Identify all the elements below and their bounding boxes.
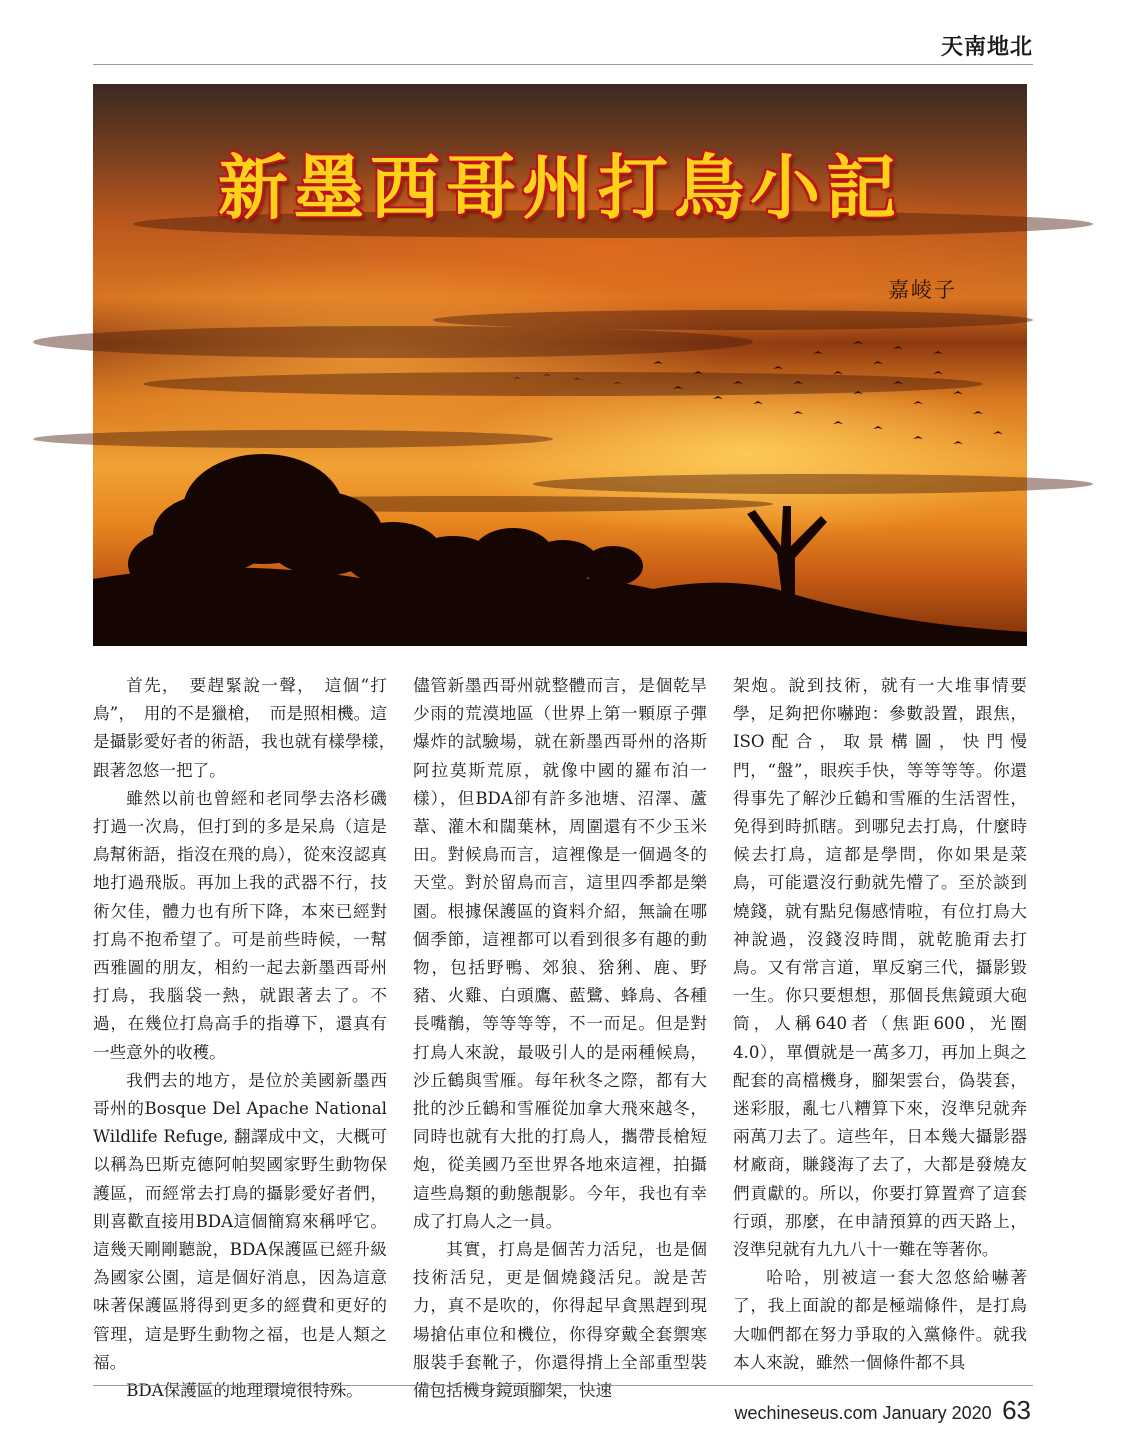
page-number: 63 [1002,1395,1031,1425]
paragraph: 架炮。說到技術，就有一大堆事情要學，足夠把你嚇跑：參數設置，跟焦，ISO配合，取景構圖，快門慢門，“盤”，眼疾手快，等等等等。你還得事先了解沙丘鶴和雪雁的生活習性，免得到時抓瞎。到哪兒去打鳥，什麼時候去打鳥，這都是學問，你如果是菜鳥，可能還沒行動就先懵了。至於談到燒錢，就有點兒傷感情啦，有位打鳥大神說過，沒錢沒時間，就乾脆甭去打鳥。又有常言道，單反窮三代，攝影毀一生。你只要想想，那個長焦鏡頭大砲筒，人稱640者（焦距600，光圈4.0），單價就是一萬多刀，再加上與之配套的高檔機身，腳架雲台，偽裝套，迷彩服，亂七八糟算下來，沒準兒就奔兩萬刀去了。這些年，日本幾大攝影器材廠商，賺錢海了去了，大都是發燒友們貢獻的。所以，你要打算置齊了這套行頭，那麼，在申請預算的西天路上，沒準兒就有九九八十一難在等著你。 [733,676,1027,1260]
author-byline: 嘉崚子 [888,278,957,302]
paragraph: BDA保護區的地理環境很特殊。 [126,1381,363,1401]
article-column-1 [93,672,404,1401]
bottom-divider [93,1385,1033,1386]
page-footer [734,1395,1031,1426]
paragraph: 我們去的地方，是位於美國新墨西哥州的Bosque Del Apache National Wildlife Refuge, 翻譯成中文，大概可以稱為巴斯克德阿帕契國家野生動物保護區，而經常去打鳥的攝影愛好者們，則喜歡直接用BDA這個簡寫來稱呼它。這幾天剛剛聽說，BDA保護區已經升級為國家公園，這是個好消息，因為這意味著保護區將得到更多的經費和更好的管理，這是野生動物之福，也是人類之福。 [93,1070,387,1372]
paragraph: 雖然以前也曾經和老同學去洛杉磯打過一次鳥，但打到的多是呆鳥（這是鳥幫術語，指沒在飛的鳥），從來沒認真地打過飛版。再加上我的武器不行，技術欠佳，體力也有所下降，本來已經對打鳥不抱希望了。可是前些時候，一幫西雅圖的朋友，相約一起去新墨西哥州打鳥，我腦袋一熱，就跟著去了。不過，在幾位打鳥高手的指導下，還真有一些意外的收穫。 [93,788,387,1062]
paragraph: 儘管新墨西哥州就整體而言，是個乾旱少雨的荒漠地區（世界上第一顆原子彈爆炸的試驗場，就在新墨西哥州的洛斯阿拉莫斯荒原，就像中國的羅布泊一樣），但BDA卻有許多池塘、沼澤、蘆葦、灌木和闊葉林，周圍還有不少玉米田。對候鳥而言，這裡像是一個過冬的天堂。對於留鳥而言，這里四季都是樂園。根據保護區的資料介紹，無論在哪個季節，這裡都可以看到很多有趣的動物，包括野鴨、郊狼、猞猁、鹿、野豬、火雞、白頭鷹、藍鷺、蜂鳥、各種長嘴鶺，等等等等，不一而足。但是對打鳥人來說，最吸引人的是兩種候鳥，沙丘鶴與雪雁。每年秋冬之際，都有大批的沙丘鶴和雪雁從加拿大飛來越冬，同時也就有大批的打鳥人，攜帶長槍短炮，從美國乃至世界各地來這裡，拍攝這些鳥類的動態靚影。今年，我也有幸成了打鳥人之一員。 [413,676,707,1231]
paragraph: 其實，打鳥是個苦力活兒，也是個技術活兒，更是個燒錢活兒。說是苦力，真不是吹的，你得起早貪黑趕到現場搶佔車位和機位，你得穿戴全套禦寒服裝手套靴子，你還得揹上全部重型裝備包括機身鏡頭腳架，快速 [413,1240,707,1401]
top-divider [93,64,1033,65]
article-column-3 [733,672,1027,1372]
paragraph: 哈哈，別被這一套大忽悠給嚇著了，我上面說的都是極端條件，是打鳥大咖們都在努力爭取的入黨條件。就我本人來說，雖然一個條件都不具 [733,1268,1027,1372]
paragraph: 首先， 要趕緊說一聲， 這個“打鳥”， 用的不是獵槍， 而是照相機。這是攝影愛好者的術語，我也就有樣學樣， 跟著忽悠一把了。 [93,676,404,780]
article-column-2 [413,672,707,1401]
article-title: 新墨西哥州打鳥小記 [218,146,902,229]
section-label: 天南地北 [940,35,1033,60]
footer-site-date: wechineseus.com January 2020 [734,1403,992,1423]
article-body [93,672,1027,1401]
hero-photo [93,84,1027,646]
